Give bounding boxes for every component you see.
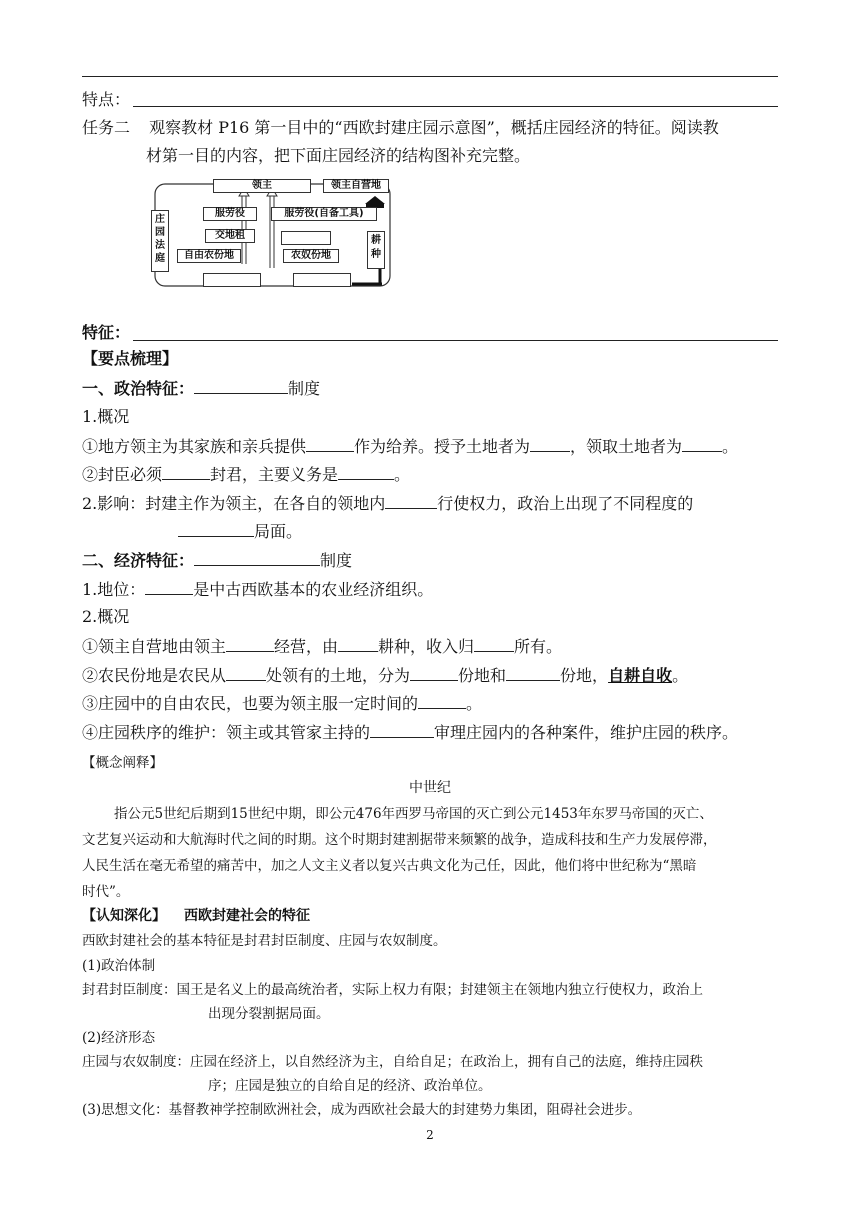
task2-text-1: 观察教材 P16 第一目中的“西欧封建庄园示意图”，概括庄园经济的特征。阅读教: [149, 118, 719, 137]
blank-cultivator[interactable]: [338, 636, 378, 652]
text: ①地方领主为其家族和亲兵提供: [82, 437, 307, 456]
deepen-heading: 【认知深化】: [82, 908, 166, 924]
political-item1-title: 1.概况: [82, 407, 130, 426]
feature-label: 特征：: [82, 323, 131, 342]
manor-court-box: 庄园法庭: [151, 210, 169, 272]
political-system-blank[interactable]: [194, 378, 288, 394]
free-peasant-land-box: 自由农份地: [177, 249, 241, 263]
deepen-intro: 西欧封建社会的基本特征是封君封臣制度、庄园与农奴制度。: [82, 933, 447, 949]
concept-title: 中世纪: [409, 780, 451, 796]
text: 作为给养。授予土地者为: [354, 437, 531, 456]
blank-box-bottom-left[interactable]: [203, 273, 261, 287]
text: 份地和: [458, 666, 507, 685]
top-rule: [82, 76, 778, 77]
economic-system-blank[interactable]: [194, 550, 320, 566]
text: 。: [722, 437, 739, 456]
blank-organization[interactable]: [145, 579, 193, 595]
cultivate-box: 耕种: [367, 231, 385, 269]
blank-land-source[interactable]: [226, 665, 266, 681]
task2-line2: 材第一目的内容，把下面庄园经济的结构图补充完整。: [146, 146, 531, 165]
economic-item1: [82, 579, 433, 600]
lord-box: 领主: [213, 179, 311, 193]
political-item1-b: [82, 464, 410, 485]
text: 。: [466, 694, 483, 713]
text: ②封臣必须: [82, 465, 163, 484]
blank-income-owner[interactable]: [474, 636, 514, 652]
blank-political-situation[interactable]: [178, 521, 254, 537]
deepen-s1-text1: 封君封臣制度：国王是名义上的最高统治者，实际上权力有限；封建领主在领地内独立行使权力，政治上: [82, 982, 703, 998]
political-item2: [82, 493, 693, 514]
text: 。: [672, 666, 689, 685]
underlined-term: 自耕自收: [608, 666, 673, 685]
task2-label: 任务二: [82, 118, 131, 137]
deepen-s2-text1: 庄园与农奴制度：庄园在经济上，以自然经济为主，自给自足；在政治上，拥有自己的法庭，维持庄园秩: [82, 1054, 703, 1070]
economic-heading-row: [82, 550, 352, 571]
text: 处领有的土地，分为: [266, 666, 411, 685]
key-points-heading: 【要点梳理】: [82, 349, 179, 368]
characteristic-row: [82, 90, 130, 110]
text: 份地，: [560, 666, 609, 685]
deepen-s2: (2)经济形态: [82, 1030, 156, 1046]
economic-heading-suffix: 制度: [320, 551, 353, 570]
political-item1-a: [82, 436, 738, 457]
text: 1.地位：: [82, 580, 146, 599]
political-item2-cont: [178, 521, 302, 542]
deepen-s1-text2: 出现分裂割据局面。: [208, 1006, 330, 1022]
blank-land-provision[interactable]: [306, 436, 354, 452]
text: 行使权力，政治上出现了不同程度的: [437, 494, 694, 513]
text: ①领主自营地由领主: [82, 637, 227, 656]
serf-land-box: 农奴份地: [283, 249, 339, 263]
concept-p3: 人民生活在毫无希望的痛苦中，加之人文主义者以复兴古典文化为己任，因此，他们将中世纪称为“黑暗: [82, 858, 697, 874]
blank-service[interactable]: [418, 693, 466, 709]
blank-grantor[interactable]: [530, 436, 570, 452]
deepen-topic: 西欧封建社会的特征: [184, 908, 310, 924]
concept-heading: 【概念阐释】: [82, 755, 163, 771]
feature-answer-line[interactable]: [133, 340, 778, 341]
lord-demesne-box: 领主自营地: [323, 179, 389, 193]
blank-land-type-2[interactable]: [506, 665, 560, 681]
page-number: 2: [426, 1128, 434, 1142]
deepen-s3: (3)思想文化：基督教神学控制欧洲社会，成为西欧社会最大的封建势力集团，阻碍社会进步。: [82, 1102, 642, 1118]
political-heading-suffix: 制度: [288, 379, 321, 398]
labor-service-box: 服劳役: [203, 207, 257, 221]
political-heading: 一、政治特征：: [82, 379, 195, 398]
diagram-lines: [147, 176, 397, 291]
deepen-s2-text2: 序；庄园是独立的自给自足的经济、政治单位。: [208, 1078, 492, 1094]
economic-item2-title: 2.概况: [82, 607, 130, 626]
characteristic-answer-line[interactable]: [133, 106, 778, 107]
text: 局面。: [254, 522, 303, 541]
text: ③庄园中的自由农民，也要为领主服一定时间的: [82, 694, 419, 713]
text: ④庄园秩序的维护：领主或其管家主持的: [82, 723, 371, 742]
text: ，领取土地者为: [570, 437, 683, 456]
text: 耕种，收入归: [378, 637, 475, 656]
concept-p2: 文艺复兴运动和大航海时代之间的时期。这个时期封建割据带来频繁的战争，造成科技和生产力发展停滞，: [82, 832, 717, 848]
characteristic-label: 特点：: [82, 90, 131, 109]
political-heading-row: [82, 378, 320, 399]
blank-exercise-power[interactable]: [385, 493, 437, 509]
task2-line1: [82, 118, 719, 138]
economic-heading: 二、经济特征：: [82, 551, 195, 570]
concept-p1: 指公元5世纪后期到15世纪中期，即公元476年西罗马帝国的灭亡到公元1453年东罗马帝国的灭亡、: [114, 806, 713, 822]
blank-box-bottom-right[interactable]: [293, 273, 351, 287]
text: 是中古西欧基本的农业经济组织。: [193, 580, 434, 599]
economic-b: [82, 665, 688, 686]
text: 所有。: [514, 637, 563, 656]
labor-service-tools-box: 服劳役(自备工具): [271, 207, 377, 221]
text: 。: [394, 465, 411, 484]
blank-receiver[interactable]: [682, 436, 722, 452]
deepen-s1: (1)政治体制: [82, 958, 156, 974]
text: 封君，主要义务是: [210, 465, 339, 484]
concept-p4: 时代”。: [82, 884, 130, 900]
economic-d: [82, 722, 738, 743]
blank-box-mid[interactable]: [281, 231, 331, 245]
blank-vassal-duty[interactable]: [162, 464, 210, 480]
economic-c: [82, 693, 482, 714]
blank-land-type-1[interactable]: [410, 665, 458, 681]
text: 审理庄园内的各种案件，维护庄园的秩序。: [434, 723, 739, 742]
text: 经营，由: [274, 637, 339, 656]
text: 2.影响：封建主作为领主，在各自的领地内: [82, 494, 386, 513]
deepen-heading-row: [82, 906, 310, 926]
economic-a: [82, 636, 562, 657]
blank-court[interactable]: [370, 722, 434, 738]
text: ②农民份地是农民从: [82, 666, 227, 685]
blank-operate[interactable]: [226, 636, 274, 652]
manor-structure-diagram: [147, 176, 397, 291]
pay-rent-box: 交地租: [205, 229, 255, 243]
blank-main-obligation[interactable]: [338, 464, 394, 480]
feature-row: [82, 323, 130, 343]
